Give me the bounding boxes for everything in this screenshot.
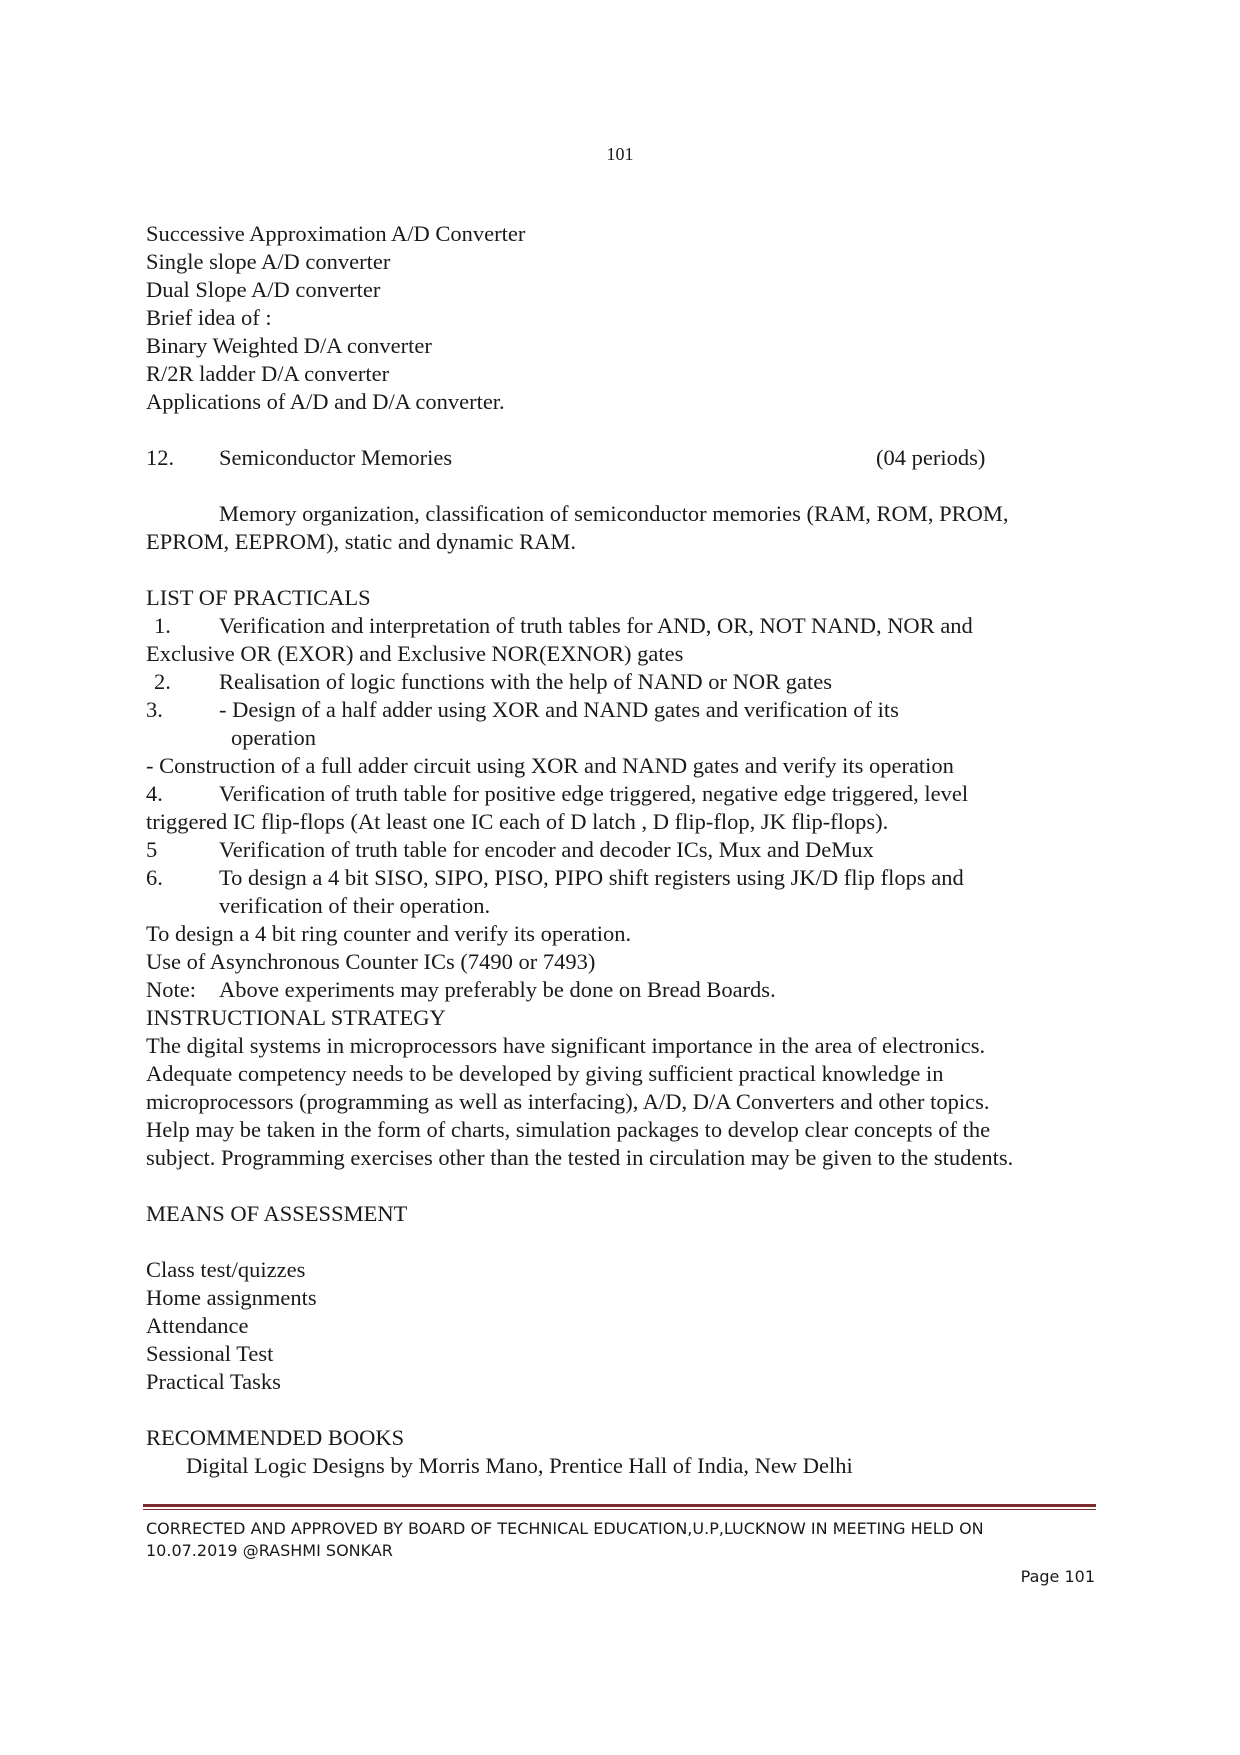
converter-item: Applications of A/D and D/A converter. [146, 389, 505, 414]
footer-rule-thick [143, 1504, 1096, 1507]
strategy-heading: INSTRUCTIONAL STRATEGY [146, 1005, 446, 1030]
converter-item: R/2R ladder D/A converter [146, 361, 390, 386]
practical-text: Verification of truth table for positive edge triggered, negative edge triggered, level [219, 781, 969, 806]
section-periods: (04 periods) [876, 445, 986, 470]
practical-text: Exclusive OR (EXOR) and Exclusive NOR(EXNOR) gates [146, 641, 684, 666]
practical-text: - Design of a half adder using XOR and NAND gates and verification of its [219, 697, 899, 722]
section-body-line: Memory organization, classification of semiconductor memories (RAM, ROM, PROM, [219, 501, 1009, 526]
practical-number: 2. [154, 669, 171, 694]
section-number: 12. [146, 445, 175, 470]
footer-approval-line: CORRECTED AND APPROVED BY BOARD OF TECHNICAL EDUCATION,U.P,LUCKNOW IN MEETING HELD ON [146, 1519, 984, 1538]
book-item: Digital Logic Designs by Morris Mano, Prentice Hall of India, New Delhi [186, 1453, 853, 1478]
assessment-item: Sessional Test [146, 1341, 274, 1366]
practical-text: verification of their operation. [219, 893, 491, 918]
converter-item: Brief idea of : [146, 305, 272, 330]
practical-number: 6. [146, 865, 163, 890]
strategy-line: Adequate competency needs to be developed by giving sufficient practical knowledge in [146, 1061, 944, 1086]
practical-number: 5 [146, 837, 158, 862]
note-text: Above experiments may preferably be done on Bread Boards. [219, 977, 776, 1002]
assessment-item: Attendance [146, 1313, 249, 1338]
practical-text: Use of Asynchronous Counter ICs (7490 or 7493) [146, 949, 596, 974]
practical-number: 1. [154, 613, 171, 638]
books-heading: RECOMMENDED BOOKS [146, 1425, 405, 1450]
footer-page-label: Page 101 [1020, 1567, 1095, 1586]
page-number-header: 101 [606, 144, 634, 164]
practical-text: To design a 4 bit SISO, SIPO, PISO, PIPO shift registers using JK/D flip flops and [219, 865, 964, 890]
assessment-item: Class test/quizzes [146, 1257, 306, 1282]
strategy-line: The digital systems in microprocessors have significant importance in the area of electronics. [146, 1033, 986, 1058]
note-label: Note: [146, 977, 196, 1002]
footer-approval-line: 10.07.2019 @RASHMI SONKAR [146, 1541, 393, 1560]
practical-text: Verification of truth table for encoder and decoder ICs, Mux and DeMux [219, 837, 874, 862]
practical-number: 4. [146, 781, 163, 806]
assessment-item: Practical Tasks [146, 1369, 281, 1394]
practical-text: - Construction of a full adder circuit using XOR and NAND gates and verify its operation [146, 753, 954, 778]
section-title: Semiconductor Memories [219, 445, 453, 470]
converter-item: Successive Approximation A/D Converter [146, 221, 526, 246]
converter-item: Dual Slope A/D converter [146, 277, 381, 302]
section-body-line: EPROM, EEPROM), static and dynamic RAM. [146, 529, 576, 554]
strategy-line: microprocessors (programming as well as interfacing), A/D, D/A Converters and other topics. [146, 1089, 990, 1114]
practical-text: Realisation of logic functions with the help of NAND or NOR gates [219, 669, 833, 694]
practical-text: To design a 4 bit ring counter and verify its operation. [146, 921, 632, 946]
practicals-heading: LIST OF PRACTICALS [146, 585, 371, 610]
converter-item: Binary Weighted D/A converter [146, 333, 432, 358]
practical-text: operation [231, 725, 316, 750]
footer-rule-thin [143, 1509, 1096, 1510]
strategy-line: subject. Programming exercises other than the tested in circulation may be given to the students. [146, 1145, 1014, 1170]
assessment-item: Home assignments [146, 1285, 317, 1310]
practical-text: triggered IC flip-flops (At least one IC each of D latch , D flip-flop, JK flip-flops). [146, 809, 889, 834]
practical-text: Verification and interpretation of truth tables for AND, OR, NOT NAND, NOR and [219, 613, 973, 638]
converter-item: Single slope A/D converter [146, 249, 391, 274]
practical-number: 3. [146, 697, 163, 722]
strategy-line: Help may be taken in the form of charts, simulation packages to develop clear concepts of the [146, 1117, 991, 1142]
assessment-heading: MEANS OF ASSESSMENT [146, 1201, 408, 1226]
